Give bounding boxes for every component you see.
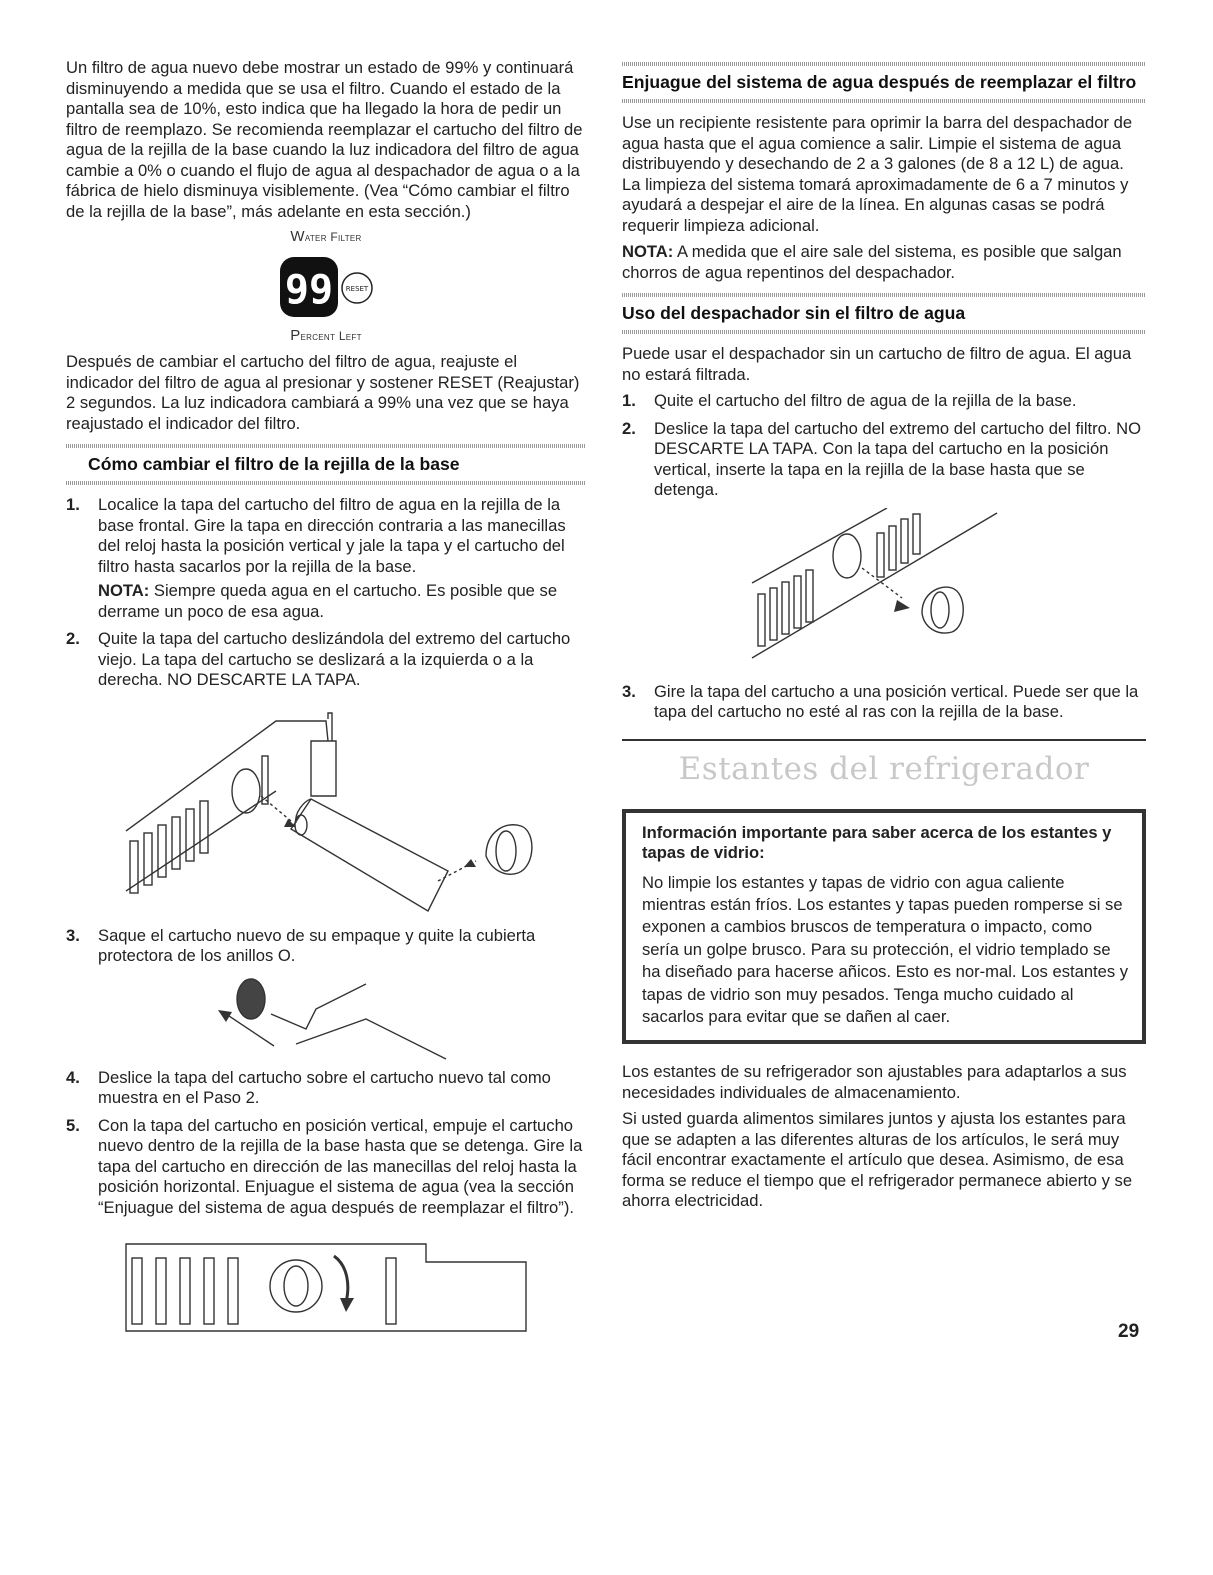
no-filter-heading-block	[622, 293, 1146, 334]
rinse-heading-block	[622, 62, 1146, 103]
filter-display-panel	[256, 251, 396, 323]
replace-filter-steps-cont	[66, 926, 586, 967]
step-number: 3.	[66, 925, 80, 945]
step-number: 5.	[66, 1115, 80, 1135]
note-text: A medida que el aire sale del sistema, es posible que salgan chorros de agua repentinos del despachador.	[622, 242, 1122, 282]
step-text: Con la tapa del cartucho en posición vertical, empuje el cartucho nuevo dentro de la rejilla de la base hasta que se detenga. Gire la tapa del cartucho en dirección de las manecillas del reloj hasta la posición horizontal. Enjuague el sistema de agua (vea la sección “Enjuague del sistema de agua después de reemplazar el filtro”).	[98, 1115, 583, 1217]
replace-filter-steps	[66, 495, 586, 691]
step-1-note	[98, 581, 586, 622]
step-number: 3.	[622, 681, 636, 701]
insert-cap-illustration	[622, 508, 1146, 668]
o-ring-cover-illustration	[66, 974, 586, 1064]
step-3	[66, 926, 586, 967]
dotted-rule	[622, 330, 1146, 334]
note-label: NOTA:	[98, 581, 150, 600]
note-label: NOTA:	[622, 242, 674, 261]
step-5	[66, 1116, 586, 1219]
insert-cartridge-illustration	[66, 1226, 586, 1336]
step-number: 2.	[66, 629, 80, 648]
water-filter-indicator	[66, 228, 586, 344]
display-percent: 99	[284, 267, 334, 313]
step-text: Gire la tapa del cartucho a una posición vertical. Puede ser que la tapa del cartucho no esté al ras con la rejilla de la base.	[654, 681, 1139, 721]
no-filter-steps-cont	[622, 682, 1146, 723]
dotted-rule	[66, 444, 586, 448]
reset-button-label: RESET	[345, 285, 369, 293]
step-text: Saque el cartucho nuevo de su empaque y quite la cubierta protectora de los anillos O.	[98, 925, 536, 965]
dotted-rule	[66, 481, 586, 485]
direction-arrow-icon	[464, 859, 476, 867]
no-filter-paragraph: Puede usar el despachador sin un cartucho de filtro de agua. El agua no estará filtrada.	[622, 344, 1132, 384]
reset-paragraph: Después de cambiar el cartucho del filtro de agua, reajuste el indicador del filtro de agua al presionar y sostener RESET (Reajustar) 2 segundos. La luz indicadora cambiará a 99% una vez que se haya reajustado el indicador del filtro.	[66, 352, 580, 433]
section-rule	[622, 739, 1146, 741]
step-number: 4.	[66, 1067, 80, 1087]
base-grille-heading: Cómo cambiar el filtro de la rejilla de la base	[88, 454, 460, 474]
rinse-note	[622, 242, 1146, 283]
right-column	[622, 62, 1146, 1218]
remove-cartridge-illustration	[66, 701, 586, 926]
replace-filter-steps-end	[66, 1068, 586, 1219]
percent-left-label: Percent Left	[290, 327, 362, 344]
dotted-rule	[622, 99, 1146, 103]
step-number: 1.	[66, 495, 80, 514]
no-filter-heading: Uso del despachador sin el filtro de agua	[622, 303, 966, 323]
step-text: Deslice la tapa del cartucho sobre el cartucho nuevo tal como muestra en el Paso 2.	[98, 1067, 551, 1107]
base-grille-heading-block	[66, 444, 586, 485]
rinse-heading: Enjuague del sistema de agua después de reemplazar el filtro	[622, 72, 1137, 92]
no-filter-step-1	[622, 391, 1146, 412]
no-filter-steps	[622, 391, 1146, 501]
shelves-paragraph-2: Si usted guarda alimentos similares juntos y ajusta los estantes para que se adapten a las diferentes alturas de los artículos, le será muy fácil encontrar exactamente el artículo que desea. Asimismo, de esa forma se reduce el tiempo que el refrigerador permanece abierto y se ahorra electricidad.	[622, 1109, 1133, 1211]
dotted-rule	[622, 62, 1146, 66]
rinse-paragraph: Use un recipiente resistente para oprimir la barra del despachador de agua hasta que el agua comience a salir. Limpie el sistema de agua distribuyendo y desechando de 2 a 3 galones (de 8 a 12 L) de agua. La limpieza del sistema tomará aproximadamente de 6 a 7 minutos y ayudará a despejar el aire de la línea. En algunas casas se podrá requerir limpieza adicional.	[622, 113, 1133, 235]
step-number: 1.	[622, 391, 636, 410]
water-filter-label: Water Filter	[290, 228, 362, 245]
step-text: Quite la tapa del cartucho deslizándola del extremo del cartucho viejo. La tapa del cartucho se deslizará a la izquierda o a la derecha. NO DESCARTE LA TAPA.	[98, 629, 571, 689]
shelves-paragraph-1: Los estantes de su refrigerador son ajustables para adaptarlos a sus necesidades individuales de almacenamiento.	[622, 1062, 1127, 1102]
step-text: Localice la tapa del cartucho del filtro de agua en la rejilla de la base frontal. Gire la tapa en dirección contraria a las manecillas del reloj hasta la posición vertical y jale la tapa y el cartucho del filtro hasta sacarlos por la rejilla de la base.	[98, 495, 566, 576]
dotted-rule	[622, 293, 1146, 297]
step-2	[66, 629, 586, 691]
step-number: 2.	[622, 418, 636, 438]
note-text: Siempre queda agua en el cartucho. Es posible que se derrame un poco de esa agua.	[98, 581, 558, 621]
rotate-arrow-icon	[340, 1298, 354, 1312]
info-box-title: Información importante para saber acerca de los estantes y tapas de vidrio:	[642, 822, 1112, 862]
intro-paragraph: Un filtro de agua nuevo debe mostrar un estado de 99% y continuará disminuyendo a medida que se usa el filtro. Cuando el estado de la pantalla sea de 10%, esto indica que ha llegado la hora de pedir un filtro de reemplazo. Se recomienda reemplazar el cartucho del filtro de agua de la rejilla de la base cuando la luz indicadora del filtro de agua cambie a 0% o cuando el flujo de agua al despachador de agua o a la fábrica de hielo disminuya visiblemente. (Vea “Cómo cambiar el filtro de la rejilla de la base”, más adelante en esta sección.)	[66, 58, 583, 221]
no-filter-step-3	[622, 682, 1146, 723]
step-1	[66, 495, 586, 622]
page-number: 29	[1118, 1321, 1140, 1342]
left-column	[66, 58, 586, 1336]
direction-arrow-icon	[894, 600, 910, 612]
step-4	[66, 1068, 586, 1109]
step-text: Quite el cartucho del filtro de agua de la rejilla de la base.	[654, 391, 1077, 410]
step-text: Deslice la tapa del cartucho del extremo del cartucho del filtro. NO DESCARTE LA TAPA. Con la tapa del cartucho en la posición vertical, inserte la tapa en la rejilla de la base hasta que se detenga.	[654, 418, 1141, 499]
important-info-box	[622, 809, 1146, 1045]
no-filter-step-2	[622, 419, 1146, 501]
shelves-section-title: Estantes del refrigerador	[678, 750, 1090, 787]
info-box-text: No limpie los estantes y tapas de vidrio con agua caliente mientras están fríos. Los estantes y tapas pueden romperse si se exponen a cambios bruscos de temperatura o impacto, como sería un golpe brusco. Para su protección, el vidrio templado se ha diseñado para hacerse añicos. Esto es nor-mal. Los estantes y tapas de vidrio son muy pesados. Tenga mucho cuidado al sacarlos para evitar que se dañen al caer.	[642, 872, 1129, 1026]
